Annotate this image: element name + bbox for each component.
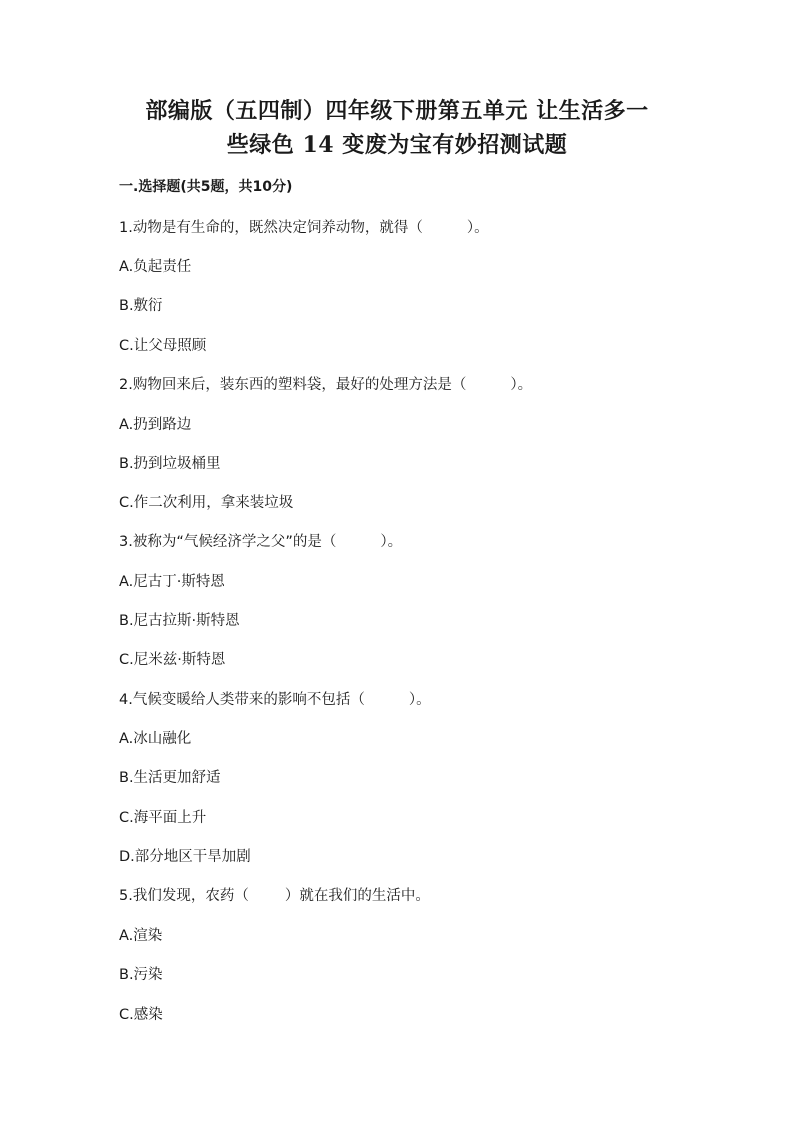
question-3-text: 3.被称为“气候经济学之父”的是（ — [119, 534, 337, 550]
question-1-option-b: B.敷衍 — [119, 298, 163, 314]
question-4-text-end: ）。 — [408, 692, 431, 708]
question-5-option-a: A.渲染 — [119, 928, 163, 944]
question-2 — [119, 375, 532, 395]
question-4-option-c: C.海平面上升 — [119, 810, 207, 826]
question-1-option-a: A.负起责任 — [119, 259, 192, 275]
question-1 — [119, 218, 489, 238]
question-4 — [119, 690, 431, 710]
document-title-line-2: 些绿色 14 变废为宝有妙招测试题 — [226, 132, 568, 158]
question-5-text-end: ）就在我们的生活中。 — [284, 888, 430, 904]
question-1-text: 1.动物是有生命的，既然决定饲养动物，就得（ — [119, 220, 423, 236]
question-4-option-d: D.部分地区干旱加剧 — [119, 849, 251, 865]
question-4-option-a: A.冰山融化 — [119, 731, 192, 747]
question-2-option-b: B.扔到垃圾桶里 — [119, 456, 221, 472]
question-3 — [119, 532, 402, 552]
question-5-option-c: C.感染 — [119, 1007, 163, 1023]
question-5-option-b: B.污染 — [119, 967, 163, 983]
document-title-line-1: 部编版（五四制）四年级下册第五单元 让生活多一 — [145, 98, 649, 124]
question-3-option-a: A.尼古丁·斯特恩 — [119, 574, 225, 590]
question-3-text-end: ）。 — [380, 534, 403, 550]
question-5-text: 5.我们发现，农药（ — [119, 888, 249, 904]
question-2-text: 2.购物回来后，装东西的塑料袋，最好的处理方法是（ — [119, 377, 467, 393]
question-1-option-c: C.让父母照顾 — [119, 338, 207, 354]
question-1-text-end: ）。 — [466, 220, 489, 236]
question-2-text-end: ）。 — [510, 377, 533, 393]
question-4-text: 4.气候变暖给人类带来的影响不包括（ — [119, 692, 365, 708]
question-4-option-b: B.生活更加舒适 — [119, 770, 221, 786]
question-3-option-b: B.尼古拉斯·斯特恩 — [119, 613, 240, 629]
question-2-option-c: C.作二次利用，拿来装垃圾 — [119, 495, 294, 511]
question-2-option-a: A.扔到路边 — [119, 417, 192, 433]
section-heading: 一.选择题(共5题，共10分) — [119, 179, 293, 195]
question-5 — [119, 886, 430, 906]
question-3-option-c: C.尼米兹·斯特恩 — [119, 652, 226, 668]
